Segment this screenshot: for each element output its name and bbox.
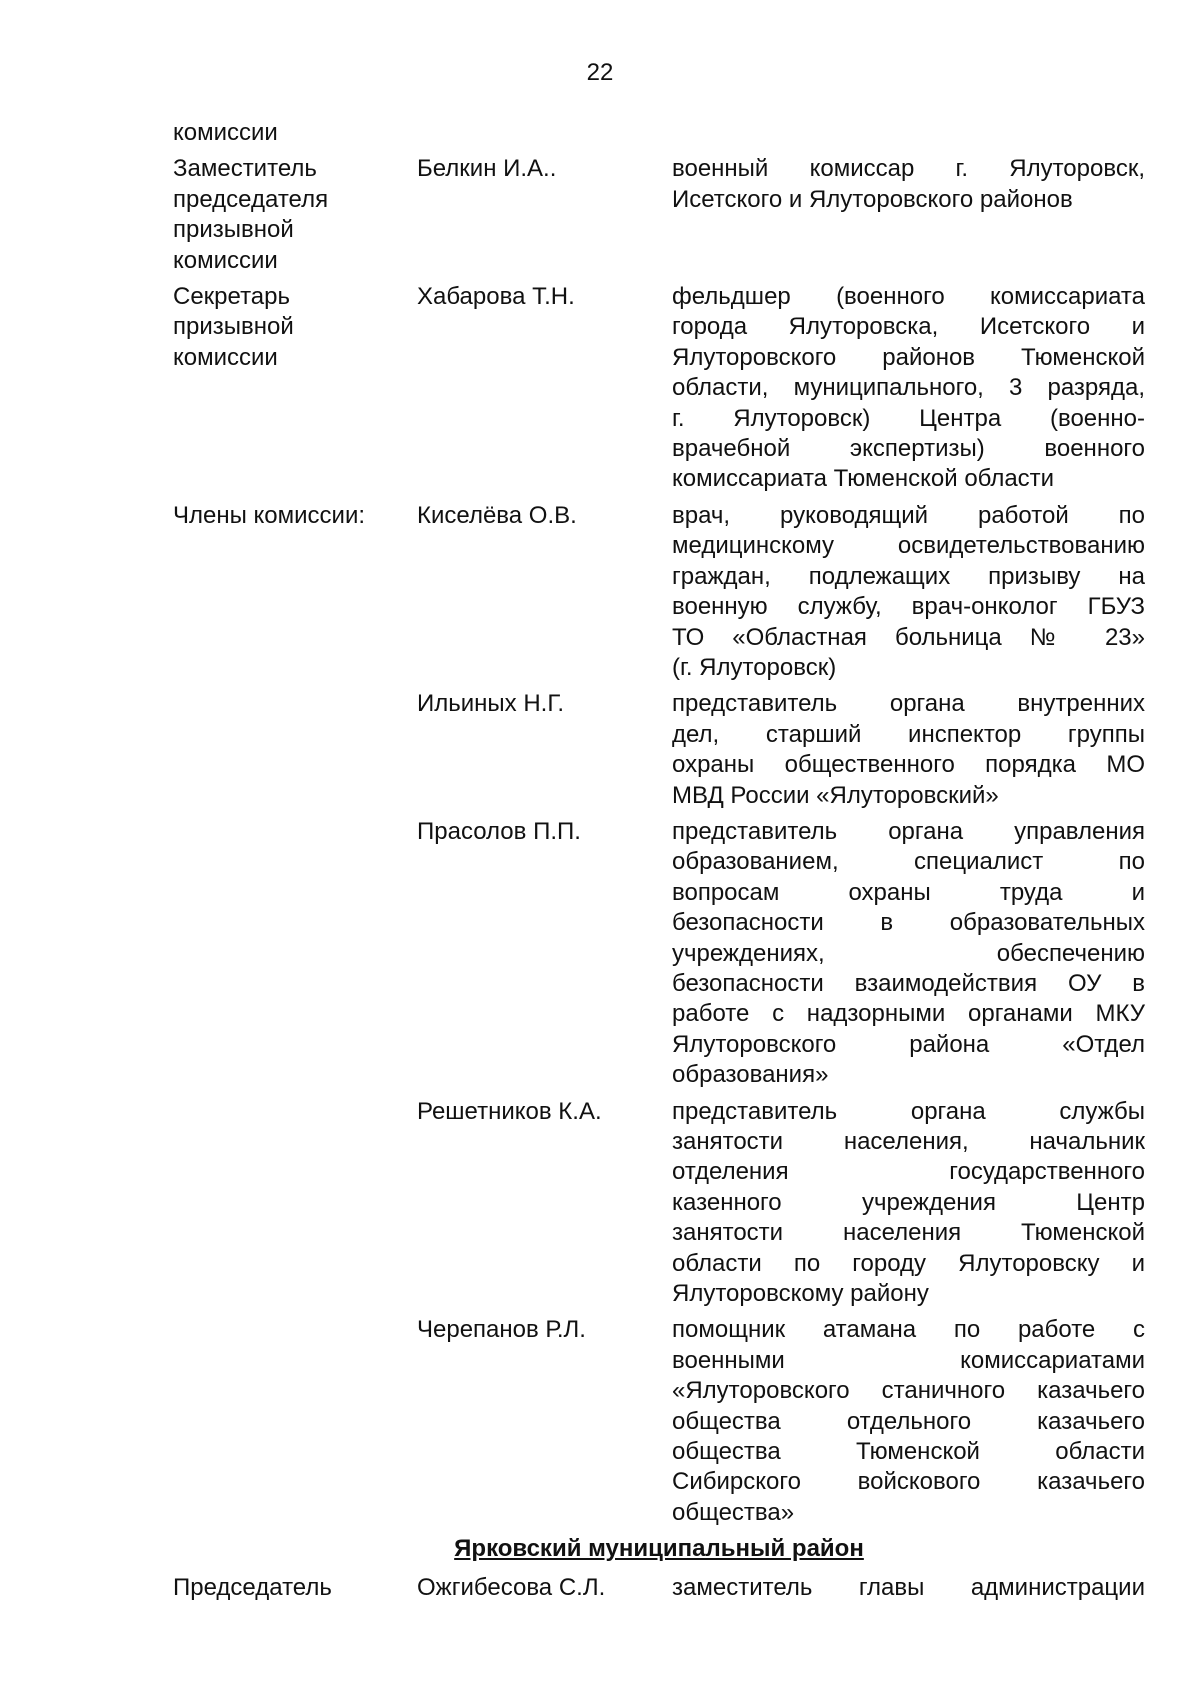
- member-role: [173, 1573, 417, 1603]
- member-position-line: вопросам охраны труда и: [672, 878, 1145, 906]
- member-role-line: комиссии: [173, 246, 278, 274]
- member-position-line: общества Тюменской области: [672, 1438, 1145, 1466]
- member-position-line: фельдшер (военного комиссариата: [672, 283, 1145, 311]
- member-position-line: общества отдельного казачьего: [672, 1407, 1145, 1435]
- member-position-line: комиссариата Тюменской области: [672, 465, 1055, 493]
- member-position-line: Сибирского войскового казачьего: [672, 1468, 1145, 1496]
- section-first-row: [173, 1573, 1145, 1603]
- member-role-line: Члены комиссии:: [173, 501, 366, 529]
- member-role-line: председателя: [173, 185, 329, 213]
- member-position-line: города Ялуторовска, Исетского и: [672, 313, 1145, 341]
- member-position-line: казенного учреждения Центр: [672, 1188, 1145, 1216]
- member-row: [173, 1097, 1145, 1310]
- member-position-line: Исетского и Ялуторовского районов: [672, 185, 1073, 213]
- member-role-line: призывной: [173, 216, 294, 244]
- member-position-line: безопасности взаимодействия ОУ в: [672, 969, 1145, 997]
- member-name: Белкин И.А..: [417, 155, 557, 183]
- member-position-line: Ялуторовскому району: [672, 1280, 929, 1308]
- section-heading: Ярковский муниципальный район: [454, 1535, 864, 1563]
- member-role-line: Заместитель: [173, 155, 317, 183]
- member-role-line: комиссии: [173, 343, 278, 371]
- member-position-line: военную службу, врач-онколог ГБУЗ: [672, 593, 1145, 621]
- member-position-line: граждан, подлежащих призыву на: [672, 562, 1145, 590]
- member-position-line: врачебной экспертизы) военного: [672, 435, 1145, 463]
- member-row: [173, 817, 1145, 1091]
- member-position-line: врач, руководящий работой по: [672, 501, 1145, 529]
- member-role-line: призывной: [173, 313, 294, 341]
- member-name: Черепанов Р.Л.: [417, 1316, 586, 1344]
- member-row: [173, 501, 1145, 683]
- member-role: [173, 282, 417, 373]
- member-position-line: представитель органа службы: [672, 1097, 1145, 1125]
- member-position-line: общества»: [672, 1498, 795, 1526]
- member-position-line: представитель органа управления: [672, 817, 1145, 845]
- member-position-line: дел, старший инспектор группы: [672, 720, 1145, 748]
- member-role: [173, 501, 417, 531]
- member-position: [672, 689, 1145, 811]
- member-position: [672, 501, 1145, 683]
- members-table: [173, 154, 1145, 1528]
- member-position-line: работе с надзорными органами МКУ: [672, 1000, 1145, 1028]
- member-position-line: медицинскому освидетельствованию: [672, 532, 1145, 560]
- member-position: [672, 1315, 1145, 1528]
- member-position-line: учреждениях, обеспечению: [672, 939, 1145, 967]
- member-position-line: охраны общественного порядка МО: [672, 751, 1145, 779]
- member-position-line: занятости населения Тюменской: [672, 1219, 1145, 1247]
- member-position-line: заместитель главы администрации: [672, 1573, 1145, 1601]
- member-position-line: области, муниципального, 3 разряда,: [672, 374, 1145, 402]
- member-position-line: МВД России «Ялуторовский»: [672, 781, 999, 809]
- member-row: [173, 689, 1145, 811]
- member-role-line: Председатель: [173, 1573, 332, 1601]
- member-position: [672, 154, 1145, 215]
- member-position-line: ТО «Областная больница № 23»: [672, 623, 1145, 651]
- member-position-line: «Ялуторовского станичного казачьего: [672, 1377, 1145, 1405]
- member-position-line: безопасности в образовательных: [672, 909, 1145, 937]
- member-name: Прасолов П.П.: [417, 817, 581, 845]
- member-position-line: военными комиссариатами: [672, 1346, 1145, 1374]
- member-name: Ожгибесова С.Л.: [417, 1573, 606, 1601]
- continued-role-fragment: комиссии: [173, 119, 278, 146]
- member-name: Хабарова Т.Н.: [417, 283, 575, 311]
- member-role-line: Секретарь: [173, 283, 290, 311]
- commission-list: [173, 118, 1145, 1609]
- member-row: [173, 1573, 1145, 1603]
- member-row: [173, 1315, 1145, 1528]
- member-position-line: образованием, специалист по: [672, 848, 1145, 876]
- member-role: [173, 154, 417, 276]
- member-position-line: помощник атамана по работе с: [672, 1316, 1145, 1344]
- member-position: [672, 817, 1145, 1091]
- member-position: [672, 1097, 1145, 1310]
- member-position-line: отделения государственного: [672, 1158, 1145, 1186]
- member-name: Решетников К.А.: [417, 1097, 602, 1125]
- member-position-line: Ялуторовского района «Отдел: [672, 1030, 1145, 1058]
- member-position-line: образования»: [672, 1061, 829, 1089]
- member-position-line: военный комиссар г. Ялуторовск,: [672, 155, 1145, 183]
- page-number: 22: [586, 59, 614, 86]
- member-position: [672, 282, 1145, 495]
- member-name: Киселёва О.В.: [417, 501, 577, 529]
- member-position-line: области по городу Ялуторовску и: [672, 1249, 1145, 1277]
- member-position-line: (г. Ялуторовск): [672, 653, 837, 681]
- member-position-line: г. Ялуторовск) Центра (военно-: [672, 404, 1145, 432]
- member-position-line: занятости населения, начальник: [672, 1128, 1145, 1155]
- member-position-line: Ялуторовского районов Тюменской: [672, 343, 1145, 371]
- member-row: [173, 154, 1145, 276]
- member-position-line: представитель органа внутренних: [672, 690, 1145, 718]
- member-row: [173, 282, 1145, 495]
- member-position: [672, 1573, 1145, 1603]
- member-name: Ильиных Н.Г.: [417, 690, 565, 718]
